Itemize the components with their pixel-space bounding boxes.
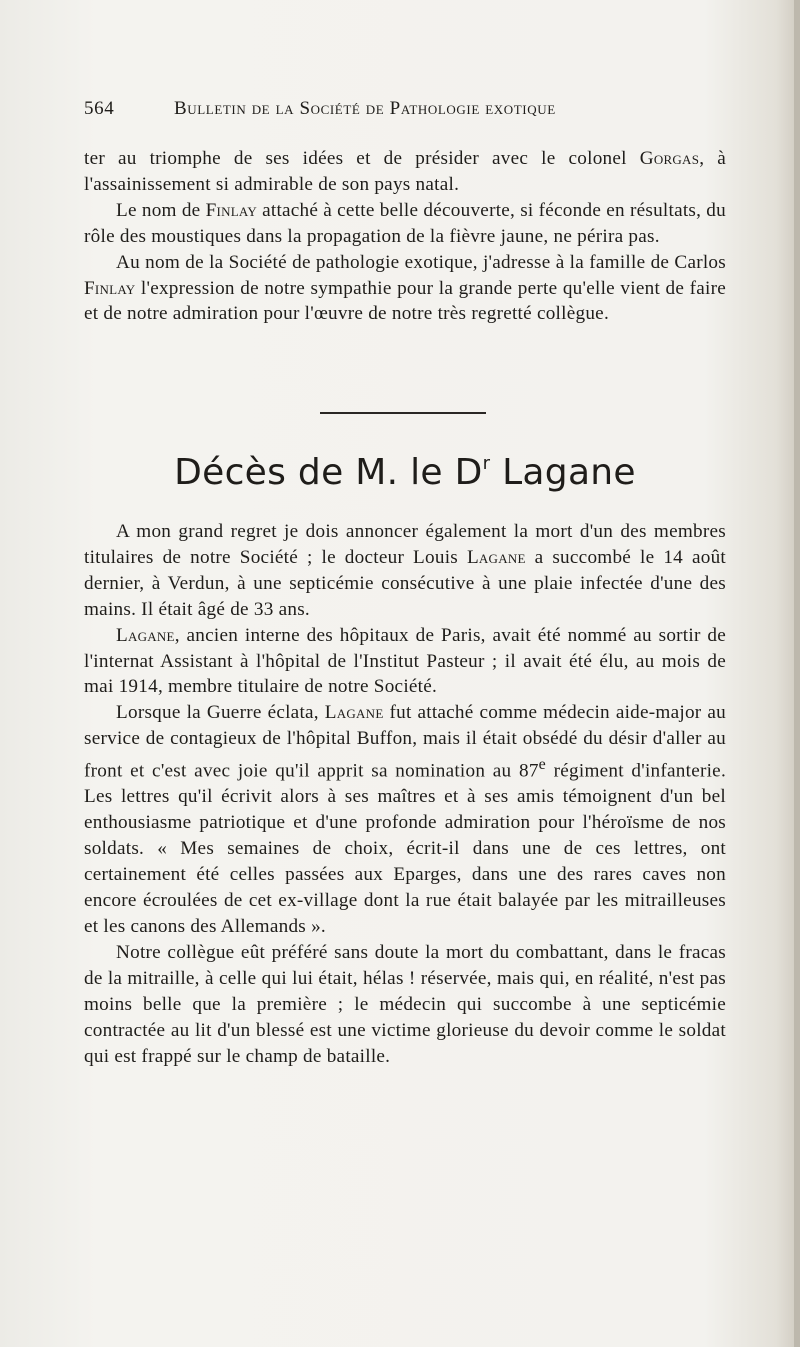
section-divider	[320, 412, 486, 414]
text-run: ter au triomphe de ses idées et de présider avec le colonel	[84, 148, 640, 169]
text-run: a succombé le 14 août dernier, à Verdun, à une septicémie consécutive à une plaie infectée d'une des mains. Il était âgé de 33 ans.	[84, 546, 726, 620]
heading-name: Lagane	[490, 452, 636, 493]
person-name: Finlay	[205, 199, 257, 221]
heading-text: Décès de M. le D	[174, 452, 483, 493]
person-name: Lagane	[466, 546, 526, 568]
text-run: régiment d'infanterie. Les lettres qu'il écrivit alors à ses maîtres et à ses amis témoignent d'un bel enthousiasme patriotique et d'une profonde admiration pour l'héroïsme de nos soldats. « Mes semaines de choix, écrit-il dans une de ces lettres, ont certainement été celles passées aux Eparges, dans une des rares caves non encore écroulées de cet ex-village dont la rue était balayée par les mitrailleuses et les canons des Allemands ».	[84, 760, 726, 937]
paragraph	[84, 940, 726, 1070]
text-run: A mon grand regret je dois annoncer également la mort d'un des membres titulaires de notre Société ; le docteur Louis	[84, 521, 726, 568]
ordinal-superscript: e	[538, 756, 547, 774]
running-head	[84, 98, 730, 120]
text-run: Lorsque la Guerre éclata,	[116, 702, 325, 724]
lagane-obituary-section	[84, 519, 726, 1069]
heading-superscript: r	[482, 453, 491, 474]
person-name: Gorgas	[639, 148, 700, 169]
person-name: Lagane	[116, 624, 175, 646]
paragraph	[84, 198, 726, 250]
person-name: Finlay	[84, 277, 136, 299]
paragraph	[84, 700, 726, 940]
text-run: fut attaché comme médecin aide-major au service de contagieux de l'hôpital Buffon, mais il était obsédé du désir d'aller au front et c'est avec joie qu'il apprit sa nomination au 87	[84, 702, 726, 782]
text-run: Le nom de	[116, 199, 206, 221]
paragraph	[84, 146, 726, 198]
paragraph	[84, 623, 726, 701]
text-run: attaché à cette belle découverte, si féconde en résultats, du rôle des moustiques dans la propagation de la fièvre jaune, ne périra pas.	[84, 199, 726, 247]
finlay-tribute-section	[84, 146, 726, 327]
text-run: l'expression de notre sympathie pour la grande perte qu'elle vient de faire et de notre admiration pour l'œuvre de notre très regretté collègue.	[84, 277, 726, 325]
text-run: , à l'assainissement si admirable de son pays natal.	[84, 148, 726, 195]
text-run: Notre collègue eût préféré sans doute la mort du combattant, dans le fracas de la mitraille, à celle qui lui était, hélas ! réservée, mais qui, en réalité, n'est pas moins belle que la première ; le médecin qui succombe à une septicémie contractée au lit d'un blessé est une victime glorieuse du devoir comme le soldat qui est frappé sur le champ de bataille.	[84, 941, 726, 1067]
paragraph	[84, 519, 726, 623]
text-run: , ancien interne des hôpitaux de Paris, avait été nommé au sortir de l'internat Assistant à l'hôpital de l'Institut Pasteur ; il avait été élu, au mois de mai 1914, membre titulaire de notre Société.	[84, 624, 726, 698]
page-edge-shadow	[794, 0, 800, 1347]
paragraph	[84, 250, 726, 328]
person-name: Lagane	[324, 702, 384, 724]
journal-title: Bulletin de la Société de Pathologie exotique	[174, 98, 556, 119]
obituary-heading	[84, 452, 726, 493]
text-run: Au nom de la Société de pathologie exotique, j'adresse à la famille de Carlos	[116, 251, 726, 273]
page-number: 564	[84, 98, 115, 119]
